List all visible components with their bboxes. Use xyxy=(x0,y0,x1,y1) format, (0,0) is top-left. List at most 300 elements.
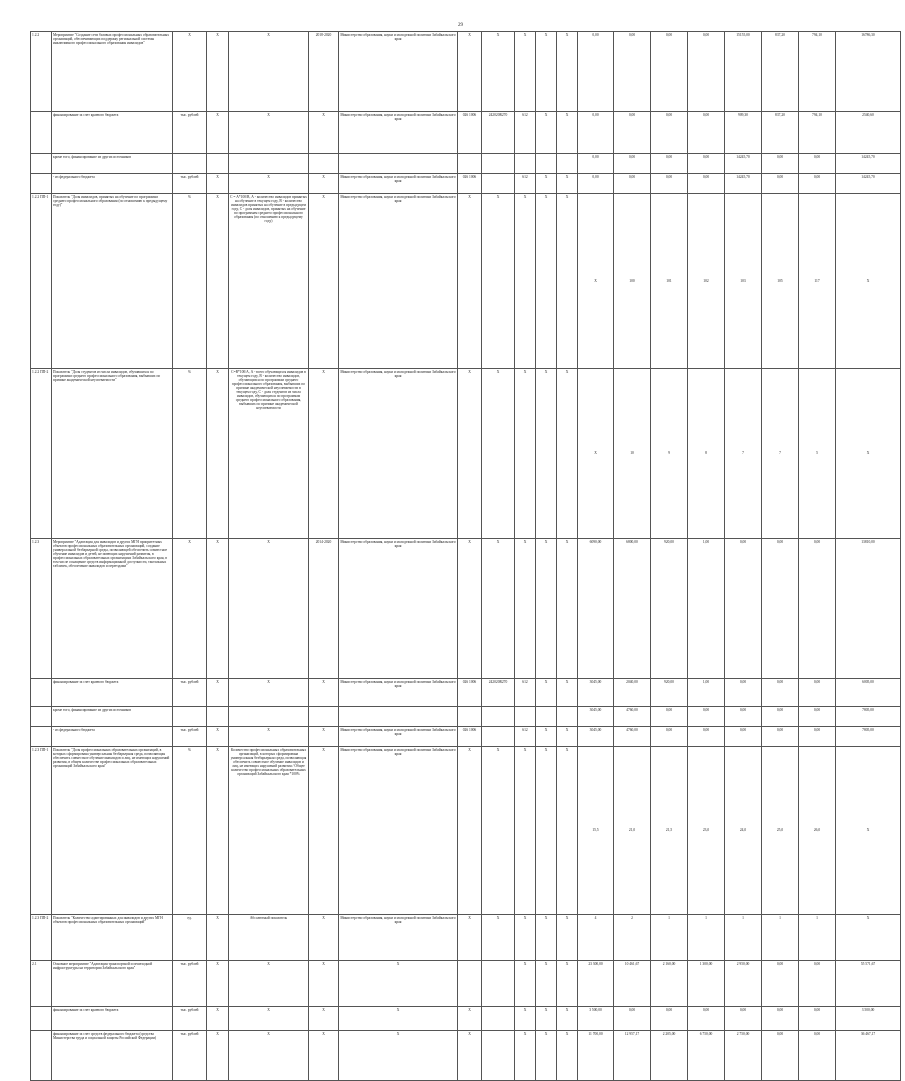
table-row xyxy=(31,727,901,747)
value-2016: 101 xyxy=(651,194,688,369)
kbk-code-2: X xyxy=(482,539,515,679)
row-total: 7805,00 xyxy=(836,707,901,727)
row-col4: X xyxy=(207,539,229,679)
kbk-code-1: X xyxy=(458,32,482,112)
row-total: X xyxy=(836,747,901,915)
kbk-code-1: X xyxy=(458,1007,482,1031)
row-total: 14245,70 xyxy=(836,154,901,174)
row-name: Показатель "Количество адаптированных для инвалидов и других МГН объектов профессиональных образовательных организаций" xyxy=(52,915,173,961)
value-2015: 6800,00 xyxy=(614,539,651,679)
kbk-code-3: X xyxy=(515,1031,536,1081)
value-2017: 1,00 xyxy=(688,539,725,679)
kbk-code-3: X xyxy=(515,194,536,369)
row-unit xyxy=(173,154,207,174)
value-2014: 0,00 xyxy=(578,154,614,174)
row-formula: X xyxy=(229,32,309,112)
row-total: X xyxy=(836,369,901,539)
value-2016: 0,00 xyxy=(651,174,688,194)
value-2019: 0,00 xyxy=(762,1007,799,1031)
kbk-code-2: X xyxy=(482,369,515,539)
value-2018: 15155,00 xyxy=(725,32,762,112)
kbk-code-5: X xyxy=(557,194,578,369)
value-2020: 0,00 xyxy=(799,961,836,1007)
value-2015: 4760,00 xyxy=(614,727,651,747)
kbk-code-3: 612 xyxy=(515,679,536,707)
value-2019: 7 xyxy=(762,369,799,539)
table-row xyxy=(31,707,901,727)
row-col4: X xyxy=(207,727,229,747)
row-col4: X xyxy=(207,747,229,915)
kbk-code-3: X xyxy=(515,32,536,112)
row-formula: X xyxy=(229,174,309,194)
row-total: X xyxy=(836,915,901,961)
value-2014: 3045,00 xyxy=(578,727,614,747)
page-number: 29 xyxy=(458,23,463,28)
table-row xyxy=(31,194,901,369)
value-2018: 24,0 xyxy=(725,747,762,915)
value-2016: 0,00 xyxy=(651,154,688,174)
row-period xyxy=(309,707,339,727)
row-formula: X xyxy=(229,727,309,747)
row-unit: % xyxy=(173,194,207,369)
row-period: X xyxy=(309,1031,339,1081)
row-period: X xyxy=(309,915,339,961)
kbk-code-4: X xyxy=(536,915,557,961)
row-executor: Министерство образования, науки и молодежной политики Забайкальского края xyxy=(339,679,458,707)
value-2017: 1,00 xyxy=(688,679,725,707)
value-2015: 0,00 xyxy=(614,112,651,154)
row-executor xyxy=(339,154,458,174)
kbk-code-2 xyxy=(482,707,515,727)
value-2020: 0,00 xyxy=(799,174,836,194)
row-code xyxy=(31,174,52,194)
value-2018: 14245,70 xyxy=(725,174,762,194)
row-total: 2540,60 xyxy=(836,112,901,154)
kbk-code-3: X xyxy=(515,1007,536,1031)
value-2015: 2040,00 xyxy=(614,679,651,707)
row-formula: С = А*100/В, А - количество инвалидов принятых на обучение в текущем году, В - количество инвалидов принятых на обучение в предыдущем году, С - доля инвалидов, принятых на обучение по программам среднего профессионального образования (по отношению к предыдущему году) xyxy=(229,194,309,369)
value-2016: 920,00 xyxy=(651,539,688,679)
kbk-code-4: X xyxy=(536,747,557,915)
row-col4: X xyxy=(207,369,229,539)
table-row xyxy=(31,32,901,112)
value-2015: 12 957,17 xyxy=(614,1031,651,1081)
value-2019: 0,00 xyxy=(762,154,799,174)
kbk-code-4: X xyxy=(536,369,557,539)
value-2014: 11 700,00 xyxy=(578,1031,614,1081)
row-period: X xyxy=(309,1007,339,1031)
row-total: X xyxy=(836,194,901,369)
value-2017: 0,00 xyxy=(688,1007,725,1031)
value-2014: 6090,00 xyxy=(578,539,614,679)
row-unit: тыс. рублей xyxy=(173,112,207,154)
row-name: Показатель "Доля профессиональных образовательных организаций, в которых сформирована универсальная безбарьерная среда, позволяющая обеспечить совместное обучение инвалидов и лиц, не имеющих нарушений развития, в общем количестве профессиональных образовательных организаций Забайкальского края" xyxy=(52,747,173,915)
row-executor: Министерство образования, науки и молодежной политики Забайкальского края xyxy=(339,32,458,112)
kbk-code-2 xyxy=(482,1007,515,1031)
kbk-code-4: X xyxy=(536,727,557,747)
row-name: финансирование за счет краевого бюджета xyxy=(52,1007,173,1031)
value-2016: 0,00 xyxy=(651,32,688,112)
value-2016: 2 205,00 xyxy=(651,1031,688,1081)
value-2017: 23,0 xyxy=(688,747,725,915)
kbk-code-5: X xyxy=(557,915,578,961)
row-formula: С=В*100/А, А - всего обучающихся инвалидов в текущем году, В - количество инвалидов, обучающихся по программам среднего профессионального образования, выбывших по причине академической неуспеваемости в текущем году, С - доля студентов из числа инвалидов, обучающихся по программам среднего профессионального образования, выбывших по причине академической неуспеваемости xyxy=(229,369,309,539)
kbk-code-4: X xyxy=(536,194,557,369)
row-executor: Министерство образования, науки и молодежной политики Забайкальского края xyxy=(339,174,458,194)
row-period: X xyxy=(309,369,339,539)
row-formula xyxy=(229,707,309,727)
value-2019: 0,00 xyxy=(762,679,799,707)
value-2014: 3045,00 xyxy=(578,707,614,727)
value-2018: 7 xyxy=(725,369,762,539)
value-2018: 103 xyxy=(725,194,762,369)
row-total: 6005,00 xyxy=(836,679,901,707)
kbk-code-3: X xyxy=(515,539,536,679)
row-period: X xyxy=(309,194,339,369)
row-total: 16786,30 xyxy=(836,32,901,112)
row-code: 1.2.2 ПП-1 xyxy=(31,194,52,369)
value-2016: 21,5 xyxy=(651,747,688,915)
row-name: Показатель "Доля студентов из числа инвалидов, обучавшихся по программам среднего профессионального образования, выбывших по причине академической неуспеваемости" xyxy=(52,369,173,539)
kbk-code-5: X xyxy=(557,1007,578,1031)
row-code xyxy=(31,707,52,727)
value-2014: X xyxy=(578,194,614,369)
row-total: 14245,70 xyxy=(836,174,901,194)
row-executor: Министерство образования, науки и молодежной политики Забайкальского края xyxy=(339,915,458,961)
row-executor: Министерство образования, науки и молодежной политики Забайкальского края xyxy=(339,194,458,369)
row-executor: Министерство образования, науки и молодежной политики Забайкальского края xyxy=(339,539,458,679)
row-name: кроме того, финансирование из других источников xyxy=(52,154,173,174)
kbk-code-1: 026 1006 xyxy=(458,112,482,154)
row-col4: X xyxy=(207,1007,229,1031)
kbk-code-4: X xyxy=(536,32,557,112)
value-2014: X xyxy=(578,369,614,539)
value-2017: 0,00 xyxy=(688,174,725,194)
kbk-code-3 xyxy=(515,707,536,727)
kbk-code-2: X xyxy=(482,747,515,915)
row-executor: Министерство образования, науки и молодежной политики Забайкальского края xyxy=(339,369,458,539)
value-2018: 0,00 xyxy=(725,1007,762,1031)
kbk-code-1: X xyxy=(458,539,482,679)
row-formula: Абсолютный показатель xyxy=(229,915,309,961)
row-unit: тыс. рублей xyxy=(173,961,207,1007)
value-2014: 0,00 xyxy=(578,32,614,112)
kbk-code-5 xyxy=(557,154,578,174)
table-row xyxy=(31,369,901,539)
kbk-code-5: X xyxy=(557,174,578,194)
value-2017: 1 xyxy=(688,915,725,961)
row-formula: X xyxy=(229,1007,309,1031)
value-2016: 2 160,00 xyxy=(651,961,688,1007)
kbk-code-1: 026 1006 xyxy=(458,679,482,707)
kbk-code-5: X xyxy=(557,727,578,747)
value-2016: 1 xyxy=(651,915,688,961)
value-2016: 920,00 xyxy=(651,679,688,707)
value-2018: 0,00 xyxy=(725,707,762,727)
value-2014: 23 300,00 xyxy=(578,961,614,1007)
value-2018: 909,30 xyxy=(725,112,762,154)
row-code xyxy=(31,1031,52,1081)
row-formula xyxy=(229,154,309,174)
row-period: X xyxy=(309,727,339,747)
value-2016: 0,00 xyxy=(651,727,688,747)
value-2020: 26,0 xyxy=(799,747,836,915)
kbk-code-2: X xyxy=(482,194,515,369)
kbk-code-1 xyxy=(458,707,482,727)
kbk-code-2: 242020R270 xyxy=(482,679,515,707)
value-2020: 0,00 xyxy=(799,1031,836,1081)
kbk-code-1 xyxy=(458,154,482,174)
value-2020: 1 xyxy=(799,915,836,961)
row-period: X xyxy=(309,679,339,707)
value-2019: 25,0 xyxy=(762,747,799,915)
value-2014: 0,00 xyxy=(578,174,614,194)
kbk-code-1 xyxy=(458,961,482,1007)
kbk-code-4: X xyxy=(536,1007,557,1031)
row-unit: тыс. рублей xyxy=(173,679,207,707)
value-2020: 0,00 xyxy=(799,539,836,679)
kbk-code-3: X xyxy=(515,747,536,915)
kbk-code-3: X xyxy=(515,915,536,961)
table-row xyxy=(31,679,901,707)
row-unit: тыс. рублей xyxy=(173,1031,207,1081)
value-2019: 0,00 xyxy=(762,707,799,727)
value-2018: 0,00 xyxy=(725,679,762,707)
row-executor: Министерство образования, науки и молодежной политики Забайкальского края xyxy=(339,727,458,747)
kbk-code-4 xyxy=(536,154,557,174)
row-formula: Количество профессиональных образовательных организаций, в которых сформирована универсальная безбарьерная среда, позволяющая обеспечить совместное обучение инвалидов и лиц, не имеющих нарушений развития / Общее количество профессиональных образовательных организаций Забайкальского края *100% xyxy=(229,747,309,915)
table-row xyxy=(31,154,901,174)
value-2014: 3045,00 xyxy=(578,679,614,707)
row-unit: X xyxy=(173,539,207,679)
row-executor xyxy=(339,707,458,727)
row-code xyxy=(31,112,52,154)
kbk-code-2 xyxy=(482,727,515,747)
kbk-code-2 xyxy=(482,961,515,1007)
value-2019: 837,20 xyxy=(762,32,799,112)
row-name: финансирование за счет средств федерального бюджета (средства Министерства труда и социальной защиты Российской Федерации) xyxy=(52,1031,173,1081)
row-name: кроме того, финансирование из других источников xyxy=(52,707,173,727)
kbk-code-4 xyxy=(536,707,557,727)
row-unit: ед. xyxy=(173,915,207,961)
row-name: - из федерального бюджета xyxy=(52,727,173,747)
value-2020: 0,00 xyxy=(799,727,836,747)
row-col4: X xyxy=(207,112,229,154)
value-2018: 2 750,00 xyxy=(725,1031,762,1081)
row-period: X xyxy=(309,747,339,915)
row-unit: % xyxy=(173,369,207,539)
value-2019: 0,00 xyxy=(762,727,799,747)
budget-table xyxy=(30,31,901,1081)
row-period: X xyxy=(309,112,339,154)
value-2014: 0,00 xyxy=(578,112,614,154)
value-2020: 794,10 xyxy=(799,112,836,154)
kbk-code-5: X xyxy=(557,961,578,1007)
row-period: 2018-2020 xyxy=(309,32,339,112)
value-2014: 4 xyxy=(578,915,614,961)
kbk-code-2 xyxy=(482,174,515,194)
value-2015: 2 xyxy=(614,915,651,961)
kbk-code-2 xyxy=(482,154,515,174)
row-executor: X xyxy=(339,961,458,1007)
value-2019: 0,00 xyxy=(762,961,799,1007)
row-col4: X xyxy=(207,174,229,194)
kbk-code-5: X xyxy=(557,32,578,112)
value-2019: 0,00 xyxy=(762,539,799,679)
row-period: X xyxy=(309,961,339,1007)
value-2020: 0,00 xyxy=(799,154,836,174)
row-col4: X xyxy=(207,961,229,1007)
value-2017: 1 300,00 xyxy=(688,961,725,1007)
value-2020: 0,00 xyxy=(799,1007,836,1031)
row-col4: X xyxy=(207,194,229,369)
row-code: 1.2.3 xyxy=(31,539,52,679)
row-period: 2014-2020 xyxy=(309,539,339,679)
kbk-code-3: X xyxy=(515,961,536,1007)
row-name: финансирование за счет краевого бюджета xyxy=(52,112,173,154)
value-2018: 14245,70 xyxy=(725,154,762,174)
value-2017: 6 750,00 xyxy=(688,1031,725,1081)
value-2018: 2 950,00 xyxy=(725,961,762,1007)
row-col4 xyxy=(207,154,229,174)
row-unit: X xyxy=(173,32,207,112)
row-unit: тыс. рублей xyxy=(173,174,207,194)
kbk-code-4: X xyxy=(536,112,557,154)
kbk-code-1: X xyxy=(458,194,482,369)
value-2014: 3 500,00 xyxy=(578,1007,614,1031)
row-formula: X xyxy=(229,1031,309,1081)
row-code: 1.2.3 ПП-1 xyxy=(31,747,52,915)
table-row xyxy=(31,915,901,961)
value-2017: 0,00 xyxy=(688,154,725,174)
row-name: - из федерального бюджета xyxy=(52,174,173,194)
row-code: 2.1 xyxy=(31,961,52,1007)
row-formula: X xyxy=(229,679,309,707)
value-2016: 9 xyxy=(651,369,688,539)
kbk-code-1: X xyxy=(458,747,482,915)
row-col4 xyxy=(207,707,229,727)
row-code: 1.2.3 ПП-2 xyxy=(31,915,52,961)
kbk-code-3 xyxy=(515,154,536,174)
row-total: 36 467,17 xyxy=(836,1031,901,1081)
row-name: Показатель "Доля инвалидов, принятых на обучение по программам среднего профессионального образования (по отношению к предыдущему году)" xyxy=(52,194,173,369)
kbk-code-4: X xyxy=(536,679,557,707)
value-2017: 0,00 xyxy=(688,112,725,154)
kbk-code-5: X xyxy=(557,747,578,915)
kbk-code-5: X xyxy=(557,679,578,707)
value-2015: 10 461,67 xyxy=(614,961,651,1007)
row-code xyxy=(31,727,52,747)
value-2019: 0,00 xyxy=(762,1031,799,1081)
kbk-code-2 xyxy=(482,1031,515,1081)
row-col4: X xyxy=(207,1031,229,1081)
row-period: X xyxy=(309,174,339,194)
value-2020: 0,00 xyxy=(799,679,836,707)
row-code xyxy=(31,679,52,707)
value-2015: 100 xyxy=(614,194,651,369)
kbk-code-3: X xyxy=(515,369,536,539)
value-2014: 15,5 xyxy=(578,747,614,915)
kbk-code-5: X xyxy=(557,539,578,679)
kbk-code-3: 612 xyxy=(515,727,536,747)
row-total: 55 571,67 xyxy=(836,961,901,1007)
kbk-code-4: X xyxy=(536,1031,557,1081)
value-2016: 0,00 xyxy=(651,1007,688,1031)
row-name: Основное мероприятие "Адаптация транспортной и пешеходной инфраструктуры на территории Забайкальского края" xyxy=(52,961,173,1007)
kbk-code-2: X xyxy=(482,32,515,112)
row-executor: X xyxy=(339,1007,458,1031)
kbk-code-1: X xyxy=(458,915,482,961)
value-2020: 117 xyxy=(799,194,836,369)
value-2020: 0,00 xyxy=(799,707,836,727)
kbk-code-5 xyxy=(557,707,578,727)
table-row xyxy=(31,539,901,679)
value-2016: 0,00 xyxy=(651,707,688,727)
kbk-code-2: 242020R270 xyxy=(482,112,515,154)
kbk-code-3: 612 xyxy=(515,112,536,154)
row-executor: X xyxy=(339,1031,458,1081)
row-formula: X xyxy=(229,539,309,679)
row-unit xyxy=(173,707,207,727)
row-period xyxy=(309,154,339,174)
value-2018: 0,00 xyxy=(725,727,762,747)
kbk-code-1: 026 1006 xyxy=(458,174,482,194)
value-2020: 5 xyxy=(799,369,836,539)
row-executor: Министерство образования, науки и молодежной политики Забайкальского края xyxy=(339,747,458,915)
value-2017: 0,00 xyxy=(688,707,725,727)
value-2019: 1 xyxy=(762,915,799,961)
kbk-code-5: X xyxy=(557,1031,578,1081)
row-code xyxy=(31,1007,52,1031)
kbk-code-4: X xyxy=(536,174,557,194)
value-2016: 0,00 xyxy=(651,112,688,154)
row-total: 3 500,00 xyxy=(836,1007,901,1031)
value-2015: 4760,00 xyxy=(614,707,651,727)
value-2017: 8 xyxy=(688,369,725,539)
value-2015: 0,00 xyxy=(614,32,651,112)
row-formula: X xyxy=(229,961,309,1007)
value-2018: 1 xyxy=(725,915,762,961)
row-executor: Министерство образования, науки и молодежной политики Забайкальского края xyxy=(339,112,458,154)
value-2018: 0,00 xyxy=(725,539,762,679)
table-row xyxy=(31,747,901,915)
table-row xyxy=(31,1031,901,1081)
kbk-code-2: X xyxy=(482,915,515,961)
row-name: Мероприятие "Создание сети базовых профессиональных образовательных организаций, обеспечивающих поддержку региональной системы инклюзивного профессионального образования инвалидов" xyxy=(52,32,173,112)
kbk-code-3: 612 xyxy=(515,174,536,194)
value-2017: 0,00 xyxy=(688,727,725,747)
table-row xyxy=(31,174,901,194)
kbk-code-4: X xyxy=(536,961,557,1007)
row-name: финансирование за счет краевого бюджета xyxy=(52,679,173,707)
kbk-code-5: X xyxy=(557,112,578,154)
row-total: 7805,00 xyxy=(836,727,901,747)
value-2015: 21,0 xyxy=(614,747,651,915)
kbk-code-5: X xyxy=(557,369,578,539)
row-total: 13810,00 xyxy=(836,539,901,679)
row-unit: тыс. рублей xyxy=(173,727,207,747)
value-2019: 837,20 xyxy=(762,112,799,154)
value-2015: 0,00 xyxy=(614,154,651,174)
kbk-code-1: X xyxy=(458,1031,482,1081)
value-2015: 0,00 xyxy=(614,1007,651,1031)
row-formula: X xyxy=(229,112,309,154)
kbk-code-1: 026 1006 xyxy=(458,727,482,747)
value-2019: 105 xyxy=(762,194,799,369)
table-row xyxy=(31,961,901,1007)
row-code xyxy=(31,154,52,174)
kbk-code-1: X xyxy=(458,369,482,539)
